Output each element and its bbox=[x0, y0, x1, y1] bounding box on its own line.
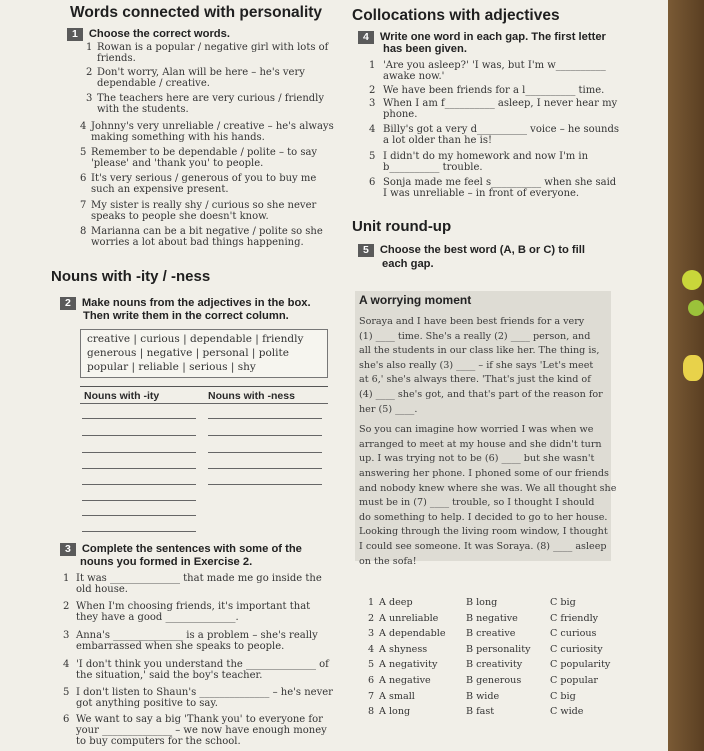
exercise-3-instruction-line2: nouns you formed in Exercise 2. bbox=[80, 556, 253, 568]
exercise-2-instruction: 2 Make nouns from the adjectives in the box. bbox=[60, 297, 311, 310]
exercise-3-item-text: the situation,' said the boy's teacher. bbox=[76, 670, 263, 681]
exercise-3-item-text: embarrassed when she speaks to people. bbox=[76, 641, 285, 652]
exercise-3-item-text: your ______________ – we now have enough money bbox=[76, 725, 327, 736]
exercise-4-item-text: I didn't do my homework and now I'm in bbox=[383, 151, 589, 162]
exercise-3-item-text: Anna's ______________ is a problem – she's really bbox=[76, 630, 318, 641]
exercise-1-item-number: 1 bbox=[86, 42, 93, 53]
exercise-4-item-number: 1 bbox=[369, 60, 376, 71]
story-line: Soraya and I have been best friends for a very bbox=[359, 316, 585, 327]
exercise-1-item-text: such an expensive present. bbox=[91, 184, 229, 195]
exercise-4-item-number: 3 bbox=[369, 98, 376, 109]
exercise-3-item-text: It was ______________ that made me go inside the bbox=[76, 573, 322, 584]
story-panel bbox=[355, 291, 617, 567]
exercise-1-item-text: Johnny's very unreliable / creative – he's always bbox=[91, 121, 334, 132]
option-a[interactable]: A negativity bbox=[379, 659, 438, 671]
exercise-1-item-number: 5 bbox=[80, 147, 87, 158]
option-number: 6 bbox=[368, 675, 375, 686]
option-a[interactable]: A dependable bbox=[379, 628, 446, 640]
option-c[interactable]: C big bbox=[550, 690, 576, 702]
option-a[interactable]: A unreliable bbox=[379, 612, 439, 624]
exercise-4-item-number: 2 bbox=[369, 85, 376, 96]
exercise-1-item-text: Rowan is a popular / negative girl with lots of bbox=[97, 42, 329, 53]
exercise-3-item-number: 1 bbox=[63, 573, 70, 584]
option-b[interactable]: B long bbox=[466, 597, 498, 608]
option-a[interactable]: A deep bbox=[379, 597, 413, 608]
exercise-3-item-number: 2 bbox=[63, 601, 70, 612]
exercise-4-item-text: 'Are you asleep?' 'I was, but I'm w__________ bbox=[383, 60, 606, 71]
story-line: Looking through the living room window, I thought bbox=[359, 526, 608, 538]
exercise-3-item-text: I don't listen to Shaun's ______________ – he's never bbox=[76, 687, 333, 698]
exercise-1-item-text: making something with his hands. bbox=[91, 132, 265, 143]
exercise-4-item-number: 4 bbox=[369, 124, 376, 135]
story-line: up. I was trying not to be (6) ____ but she wasn't bbox=[359, 453, 595, 465]
exercise-4-item-number: 6 bbox=[369, 177, 376, 188]
exercise-3-item-text: old house. bbox=[76, 584, 128, 595]
exercise-1-item-number: 8 bbox=[80, 226, 87, 237]
exercise-3-item-text: When I'm choosing friends, it's important that bbox=[76, 601, 311, 612]
decor-bead bbox=[682, 270, 702, 290]
story-line: at 6,' she's always there. 'That's just the kind of bbox=[359, 374, 591, 386]
exercise-1-item-number: 2 bbox=[86, 67, 93, 78]
story-line: (1) ____ time. She's a really (2) ____ person, and bbox=[359, 330, 591, 342]
answer-line-ness[interactable] bbox=[208, 435, 322, 436]
exercise-4-number: 4 bbox=[358, 31, 374, 44]
exercise-1-item-text: Marianna can be a bit negative / polite so she bbox=[91, 226, 323, 237]
exercise-1-item-text: 'please' and 'thank you' to people. bbox=[91, 158, 264, 169]
exercise-1-number: 1 bbox=[67, 28, 83, 41]
story-line: and nobody knew where she was. We all thought she bbox=[359, 482, 617, 494]
exercise-1-item-text: The teachers here are very curious / friendly bbox=[97, 93, 325, 104]
exercise-4-item-text: I was unreliable – in front of everyone. bbox=[383, 188, 580, 199]
exercise-1-item-text: speaks to people she doesn't know. bbox=[91, 211, 269, 222]
option-a[interactable]: A long bbox=[379, 706, 411, 718]
adjective-word-box bbox=[80, 329, 328, 378]
word-box-row: generous | negative | personal | polite bbox=[87, 347, 289, 359]
exercise-3-item-number: 5 bbox=[63, 687, 70, 698]
exercise-1-item-text: It's very serious / generous of you to buy me bbox=[91, 173, 317, 184]
exercise-1-item-number: 6 bbox=[80, 173, 87, 184]
answer-line-ness[interactable] bbox=[208, 484, 322, 485]
exercise-1-item-text: friends. bbox=[97, 53, 136, 64]
column-header-ness: Nouns with -ness bbox=[208, 390, 295, 402]
answer-line-ity[interactable] bbox=[82, 435, 196, 436]
option-number: 5 bbox=[368, 659, 375, 671]
exercise-3-item-text: they have a good ______________. bbox=[76, 612, 239, 623]
exercise-4-item-text: Billy's got a very d__________ voice – he sounds bbox=[383, 124, 620, 135]
option-b[interactable]: B creative bbox=[466, 628, 516, 640]
exercise-4-item-text: b__________ trouble. bbox=[383, 162, 483, 173]
answer-line-ness[interactable] bbox=[208, 418, 322, 419]
option-b[interactable]: B creativity bbox=[466, 659, 523, 671]
answer-line-ity[interactable] bbox=[82, 531, 196, 532]
exercise-4-item-text: a lot older than he is! bbox=[383, 135, 492, 146]
answer-line-ity[interactable] bbox=[82, 418, 196, 419]
exercise-3-item-number: 6 bbox=[63, 714, 70, 725]
option-c[interactable]: C curious bbox=[550, 628, 597, 640]
exercise-4-item-text: phone. bbox=[383, 109, 418, 120]
exercise-1-item-text: Don't worry, Alan will be here – he's very bbox=[97, 67, 305, 78]
decor-bead bbox=[688, 300, 704, 316]
section-title-nouns: Nouns with -ity / -ness bbox=[51, 268, 211, 285]
option-number: 8 bbox=[368, 706, 375, 718]
option-b[interactable]: B personality bbox=[466, 643, 531, 655]
answer-line-ity[interactable] bbox=[82, 452, 196, 453]
answer-line-ness[interactable] bbox=[208, 468, 322, 469]
option-c[interactable]: C big bbox=[550, 597, 576, 608]
exercise-3-item-number: 3 bbox=[63, 630, 70, 641]
story-line: must be in (7) ____ trouble, so I thought I should bbox=[359, 497, 595, 509]
exercise-1-item-text: worries a lot about bad things happening. bbox=[91, 237, 304, 248]
option-b[interactable]: B negative bbox=[466, 612, 518, 624]
exercise-1-item-text: My sister is really shy / curious so she never bbox=[91, 200, 317, 211]
exercise-5-number: 5 bbox=[358, 244, 374, 257]
exercise-3-item-text: got anything positive to say. bbox=[76, 698, 218, 709]
story-line: (4) ____ she's got, and that's part of the reason for bbox=[359, 389, 603, 400]
exercise-3-item-text: 'I don't think you understand the ______________ of bbox=[76, 659, 329, 670]
table-divider bbox=[80, 403, 328, 404]
exercise-4-instruction: 4 Write one word in each gap. The first letter bbox=[358, 31, 606, 44]
decor-bead bbox=[683, 355, 703, 381]
option-number: 1 bbox=[368, 597, 375, 608]
story-line: her (5) ____. bbox=[359, 403, 418, 415]
option-a[interactable]: A shyness bbox=[379, 643, 428, 655]
answer-line-ity[interactable] bbox=[82, 515, 196, 516]
exercise-4-item-text: awake now.' bbox=[383, 71, 445, 82]
story-line: arranged to meet at my house and she didn't turn bbox=[359, 438, 602, 450]
exercise-5-instruction-line2: each gap. bbox=[382, 258, 434, 270]
option-a[interactable]: A negative bbox=[379, 675, 431, 686]
exercise-1-item-number: 7 bbox=[80, 200, 87, 211]
exercise-3-instruction: 3 Complete the sentences with some of the bbox=[60, 543, 302, 556]
exercise-3-item-text: We want to say a big 'Thank you' to everyone for bbox=[76, 714, 323, 725]
story-line: answering her phone. I phoned some of our friends bbox=[359, 468, 609, 479]
option-number: 4 bbox=[368, 643, 375, 655]
exercise-4-item-text: We have been friends for a l__________ time. bbox=[383, 85, 605, 96]
exercise-1-item-text: with the students. bbox=[97, 104, 189, 115]
option-b[interactable]: B fast bbox=[466, 706, 495, 718]
exercise-3-item-text: to buy computers for the school. bbox=[76, 736, 241, 747]
exercise-3-item-number: 4 bbox=[63, 659, 70, 670]
answer-line-ity[interactable] bbox=[82, 468, 196, 469]
option-c[interactable]: C popular bbox=[550, 675, 599, 686]
nouns-table bbox=[80, 386, 328, 402]
exercise-4-item-number: 5 bbox=[369, 151, 376, 162]
story-line: do something to help. I decided to go to her house. bbox=[359, 511, 608, 523]
exercise-1-item-text: Remember to be dependable / polite – to say bbox=[91, 147, 318, 158]
option-c[interactable]: C popularity bbox=[550, 659, 611, 671]
option-b[interactable]: B wide bbox=[466, 690, 500, 702]
option-c[interactable]: C wide bbox=[550, 706, 584, 718]
exercise-5-instruction: 5 Choose the best word (A, B or C) to fill bbox=[358, 244, 585, 257]
answer-line-ity[interactable] bbox=[82, 484, 196, 485]
option-number: 7 bbox=[368, 690, 375, 702]
story-line: I could see someone. It was Soraya. (8) ____ asleep bbox=[359, 541, 607, 552]
exercise-3-number: 3 bbox=[60, 543, 76, 556]
exercise-4-item-text: When I am f__________ asleep, I never hear my bbox=[383, 98, 618, 109]
option-c[interactable]: C friendly bbox=[550, 612, 599, 624]
option-b[interactable]: B generous bbox=[466, 675, 522, 686]
exercise-1-item-text: dependable / creative. bbox=[97, 78, 210, 89]
option-c[interactable]: C curiosity bbox=[550, 643, 603, 655]
answer-line-ness[interactable] bbox=[208, 452, 322, 453]
story-line: she's also really (3) ____ – if she says 'Let's meet bbox=[359, 359, 594, 371]
answer-line-ity[interactable] bbox=[82, 500, 196, 501]
story-title: A worrying moment bbox=[359, 293, 472, 307]
exercise-1-instruction: 1 Choose the correct words. bbox=[67, 28, 230, 41]
option-a[interactable]: A small bbox=[379, 690, 415, 702]
exercise-1-item-number: 3 bbox=[86, 93, 93, 104]
story-line: all the students in our class like her. The thing is, bbox=[359, 345, 600, 357]
exercise-2-instruction-line2: Then write them in the correct column. bbox=[83, 310, 289, 322]
section-title-collocations: Collocations with adjectives bbox=[352, 7, 560, 24]
word-box-row: popular | reliable | serious | shy bbox=[87, 361, 256, 373]
section-title-roundup: Unit round-up bbox=[352, 218, 452, 235]
section-title-personality: Words connected with personality bbox=[70, 4, 323, 21]
column-header-ity: Nouns with -ity bbox=[84, 390, 160, 402]
word-box-row: creative | curious | dependable | friendly bbox=[87, 333, 304, 345]
exercise-4-item-text: Sonja made me feel s__________ when she said bbox=[383, 177, 617, 188]
exercise-4-instruction-line2: has been given. bbox=[383, 43, 467, 55]
exercise-1-item-number: 4 bbox=[80, 121, 87, 132]
story-line: So you can imagine how worried I was when we bbox=[359, 424, 594, 436]
option-number: 3 bbox=[368, 628, 375, 640]
story-line: on the sofa! bbox=[359, 555, 417, 567]
option-number: 2 bbox=[368, 612, 375, 624]
exercise-2-number: 2 bbox=[60, 297, 76, 310]
